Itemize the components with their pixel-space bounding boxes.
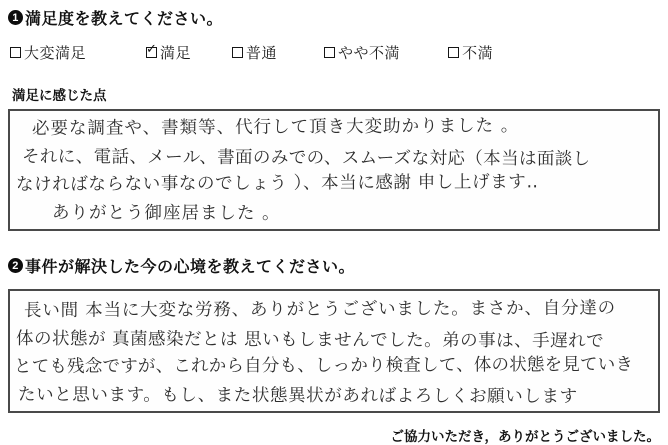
option-neutral[interactable]	[232, 42, 277, 63]
handwritten-line: ありがとう御座居ました 。	[51, 203, 281, 224]
question1-title-text: 満足度を教えてください。	[25, 11, 224, 28]
option-label: 大変満足	[24, 46, 87, 62]
satisfaction-options-row	[10, 42, 660, 63]
handwritten-line: なければならない事なのでしょう ）、本当に感謝 申し上げます‥	[15, 172, 539, 195]
option-satisfied[interactable]	[146, 42, 191, 63]
question1-title	[8, 6, 660, 29]
checkbox-icon[interactable]	[232, 47, 243, 58]
checkbox-icon[interactable]	[10, 47, 21, 58]
option-very-satisfied[interactable]	[10, 42, 86, 63]
checkbox-icon[interactable]	[448, 47, 459, 58]
option-somewhat-dissatisfied[interactable]	[324, 42, 400, 63]
option-label: 満足	[160, 46, 192, 62]
question2-title	[8, 254, 660, 277]
checkbox-icon[interactable]	[324, 47, 335, 58]
question2-title-text: 事件が解決した今の心境を教えてください。	[25, 259, 356, 276]
checkbox-checked-icon[interactable]	[146, 47, 157, 58]
handwritten-line: 体の状態が 真菌感染だとは 思いもしませんでした。弟の事は、手遅れで	[15, 329, 605, 352]
circled-number-2-icon: 2	[8, 258, 23, 273]
handwritten-line: 長い間 本当に大変な労務、ありがとうございました。まさか、自分達の	[23, 298, 617, 321]
handwritten-line: それに、電話、メール、書面のみでの、スムーズな対応（本当は面談し	[21, 147, 591, 170]
option-label: やや不満	[338, 46, 401, 62]
option-label: 普通	[246, 46, 278, 62]
option-label: 不満	[462, 46, 494, 62]
option-dissatisfied[interactable]	[448, 42, 493, 63]
feelings-answer-box	[8, 289, 660, 413]
satisfied-points-label: 満足に感じた点	[12, 88, 107, 103]
handwritten-line: 必要な調査や、書類等、代行して頂き大変助かりました 。	[31, 116, 520, 139]
handwritten-line: たいと思います。もし、また状態異状があればよろしくお願いします	[17, 385, 578, 407]
handwritten-line: とても残念ですが、これから自分も、しっかり検査して、体の状態を見ていき	[13, 354, 634, 377]
satisfied-points-answer-box	[8, 109, 660, 231]
circled-number-1-icon: 1	[8, 10, 23, 25]
footer-thanks-text: ご協力いただき，ありがとうございました。	[390, 429, 660, 444]
